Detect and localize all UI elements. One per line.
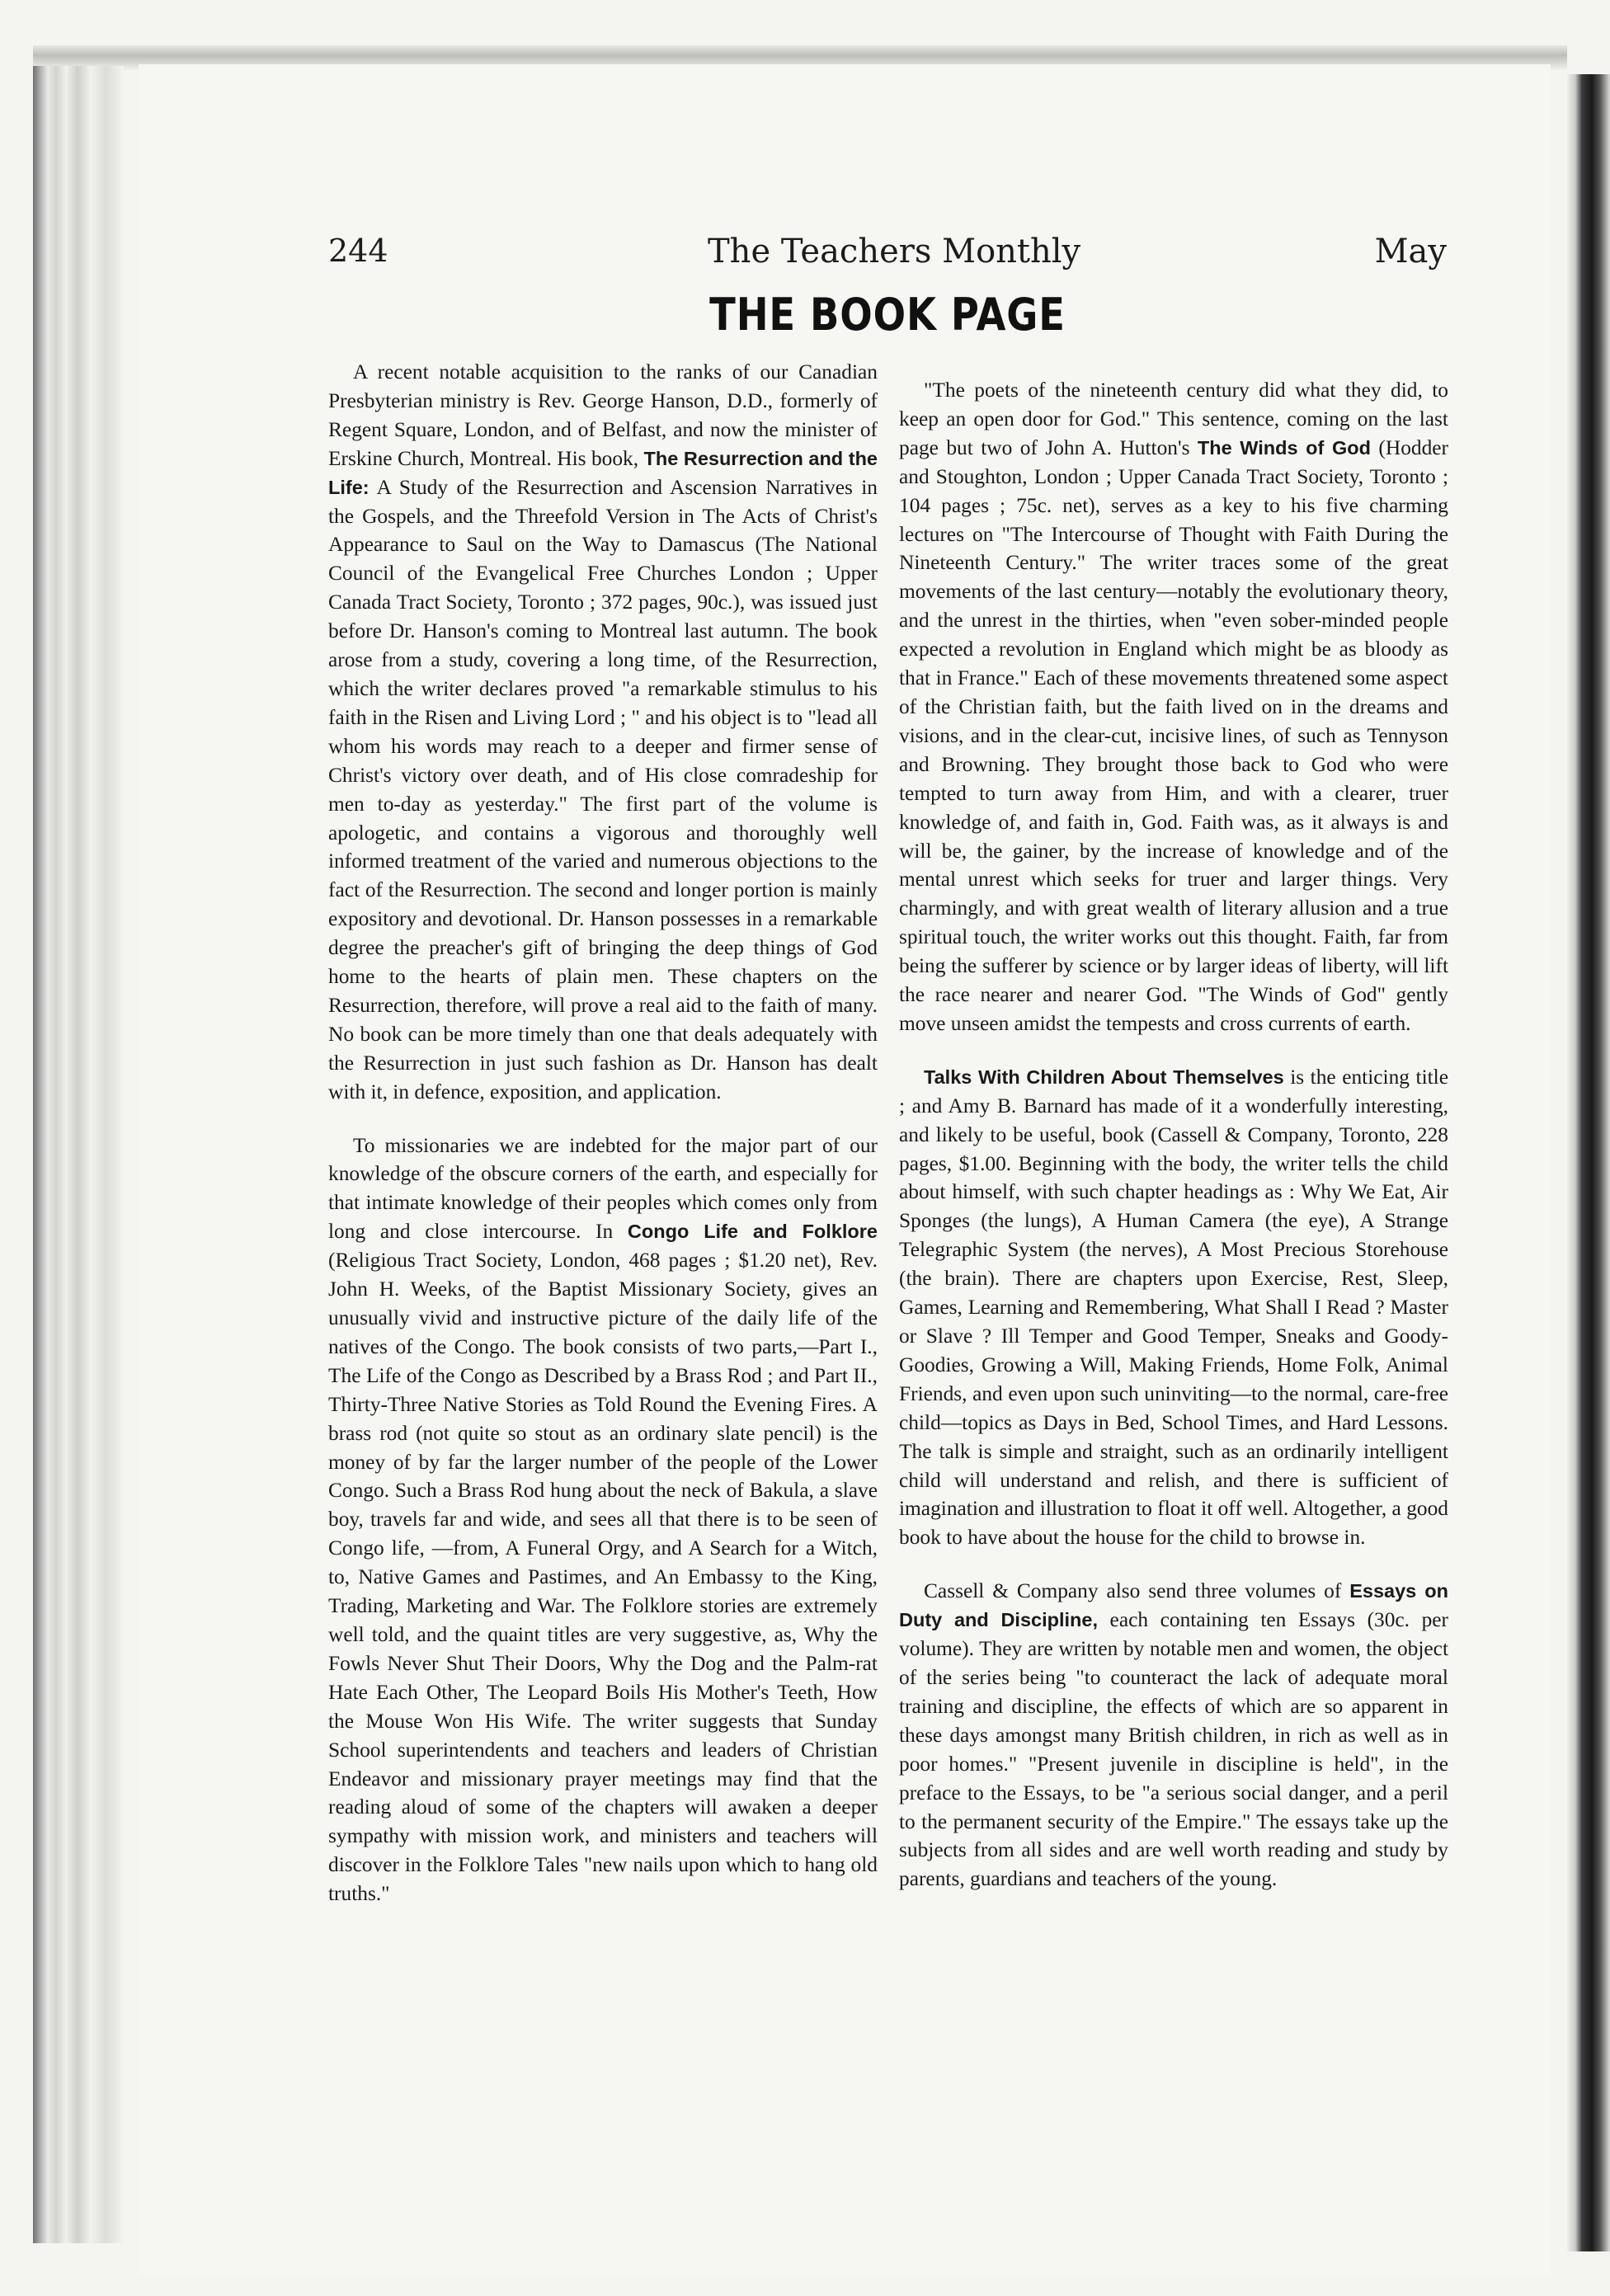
- review-text: Cassell & Company also send three volumes of: [924, 1579, 1350, 1603]
- section-title: THE BOOK PAGE: [709, 289, 1066, 341]
- review-text: is the enticing title ; and Amy B. Barnard has made of it a wonderfully interesting, and likely to be useful, book (Cassell & Company, Toronto, 228 pages, $1.00. Beginning with the body, the writer tells the child about himself, with such chapter headings as : Why We Eat, Air Sponges (the lungs), A Human Camera (the eye), A Strange Telegraphic System (the nerves), A Most Precious Storehouse (the brain). There are chapters upon Exercise, Rest, Sleep, Games, Learning and Remembering, What Shall I Read ? Master or Slave ? Ill Temper and Good Temper, Sneaks and Goody-Goodies, Growing a Will, Making Friends, Home Folk, Animal Friends, and even upon such uninviting—to the normal, care-free child—topics as Days in Bed, School Times, and Hard Lessons. The talk is simple and straight, such as an ordinarily intelligent child will understand and relish, and there is sufficient of imagination and illustration to float it off well. Altogether, a good book to have about the house for the child to browse in.: [899, 1065, 1448, 1550]
- review-text: each containing ten Essays (30c. per volume). They are written by notable men and women, the object of the series being "to counteract the lack of adequate moral training and discipline, the effects of which are so apparent in these days amongst many British children, in rich as well as in poor homes." "Present juvenile in discipline is held", in the preface to the Essays, to be "a serious social danger, and a peril to the permanent security of the Empire." The essays take up the subjects from all sides and are well worth reading and study by parents, guardians and teachers of the young.: [899, 1608, 1448, 1891]
- book-binding-edge: [33, 66, 124, 2243]
- issue-month: May: [1374, 233, 1447, 271]
- review-text: "The poets of the nineteenth century did what they did, to keep an open door for God." This sentence, coming on the last page but two of John A. Hutton's: [899, 379, 1448, 459]
- book-title: The Resurrection and the Life:: [328, 447, 878, 498]
- book-title: Talks With Children About Themselves: [924, 1066, 1284, 1088]
- review-text: A Study of the Resurrection and Ascension Narratives in the Gospels, and the Threefold Version in The Acts of Christ's Appearance to Saul on the Way to Damascus (The National Council of the Evangelical Free Churches London ; Upper Canada Tract Society, Toronto ; 372 pages, 90c.), was issued just before Dr. Hanson's coming to Montreal last autumn. The book arose from a study, covering a long time, of the Resurrection, which the writer declares proved "a remarkable stimulus to his faith in the Risen and Living Lord ; " and his object is to "lead all whom his words may reach to a deeper and firmer sense of Christ's victory over death, and of His close comradeship for men to-day as yesterday." The first part of the volume is apologetic, and contains a vigorous and thoroughly well informed treatment of the varied and numerous objections to the fact of the Resurrection. The second and longer portion is mainly expository and devotional. Dr. Hanson possesses in a remarkable degree the preacher's gift of bringing the deep things of God home to the hearts of plain men. These chapters on the Resurrection, therefore, will prove a real aid to the faith of many. No book can be more timely than one that deals adequately with the Resurrection in just such fashion as Dr. Hanson has dealt with it, in defence, exposition, and application.: [328, 475, 878, 1103]
- page-number: 244: [328, 233, 388, 269]
- running-header: [328, 233, 1447, 282]
- review-text: (Hodder and Stoughton, London ; Upper Canada Tract Society, Toronto ; 104 pages ; 75c. net), serves as a key to his five charming lectures on "The Intercourse of Thought with Faith During the Nineteenth Century." The writer traces some of the great movements of the last century—notably the evolutionary theory, and the unrest in the thirties, when "even sober-minded people expected a revolution in England which might be as bloody as that in France." Each of these movements threatened some aspect of the Christian faith, but the faith lived on in the dreams and visions, and in the clear-cut, incisive lines, of such as Tennyson and Browning. They brought those back to God who were tempted to turn away from Him, and with a clearer, truer knowledge of, and faith in, God. Faith was, as it always is and will be, the gainer, by the increase of knowledge and of the mental unrest which seeks for truer and larger things. Very charmingly, and with great wealth of literary allusion and a true spiritual touch, the writer works out this thought. Faith, far from being the sufferer by science or by larger ideas of liberty, will lift the race nearer and nearer God. "The Winds of God" gently move unseen amidst the tempests and cross currents of earth.: [899, 435, 1449, 1035]
- book-title: Essays on Duty and Discipline,: [899, 1580, 1448, 1631]
- publication-title: The Teachers Monthly: [708, 233, 1081, 271]
- right-column: [899, 376, 1448, 1918]
- review-winds-of-god: [899, 376, 1448, 1038]
- book-title: Congo Life and Folklore: [627, 1221, 878, 1243]
- review-text: To missionaries we are indebted for the major part of our knowledge of the obscure corners of the earth, and especially for that intimate knowledge of their peoples which comes only from long and close intercourse. In: [328, 1133, 878, 1244]
- review-talks-with-children: [899, 1063, 1448, 1552]
- left-column: [328, 358, 878, 1933]
- book-title: The Winds of God: [1197, 436, 1371, 459]
- review-resurrection: [328, 358, 878, 1107]
- review-essays-duty: [899, 1577, 1448, 1894]
- review-text: A recent notable acquisition to the ranks of our Canadian Presbyterian ministry is Rev. George Hanson, D.D., formerly of Regent Square, London, and of Belfast, and now the minister of Erskine Church, Montreal. His book,: [328, 360, 878, 470]
- review-congo-life: [328, 1132, 878, 1908]
- book-right-edge: [1567, 74, 1610, 2251]
- review-text: (Religious Tract Society, London, 468 pages ; $1.20 net), Rev. John H. Weeks, of the Baptist Missionary Society, gives an unusually vivid and instructive picture of the daily life of the natives of the Congo. The book consists of two parts,—Part I., The Life of the Congo as Described by a Brass Rod ; and Part II., Thirty-Three Native Stories as Told Round the Evening Fires. A brass rod (not quite so stout as an ordinary slate pencil) is the money of by far the larger number of the people of the Lower Congo. Such a Brass Rod hung about the neck of Bakula, a slave boy, travels far and wide, and sees all that there is to be seen of Congo life, —from, A Funeral Orgy, and A Search for a Witch, to, Native Games and Pastimes, and An Embassy to the King, Trading, Marketing and War. The Folklore stories are extremely well told, and the quaint titles are very suggestive, as, Why the Fowls Never Shut Their Doors, Why the Dog and the Palm-rat Hate Each Other, The Leopard Boils His Mother's Teeth, How the Mouse Won His Wife. The writer suggests that Sunday School superintendents and teachers and leaders of Christian Endeavor and missionary prayer meetings may find that the reading aloud of some of the chapters will awaken a deeper sympathy with mission work, and ministers and teachers will discover in the Folklore Tales "new nails upon which to hang old truths.": [328, 1249, 878, 1906]
